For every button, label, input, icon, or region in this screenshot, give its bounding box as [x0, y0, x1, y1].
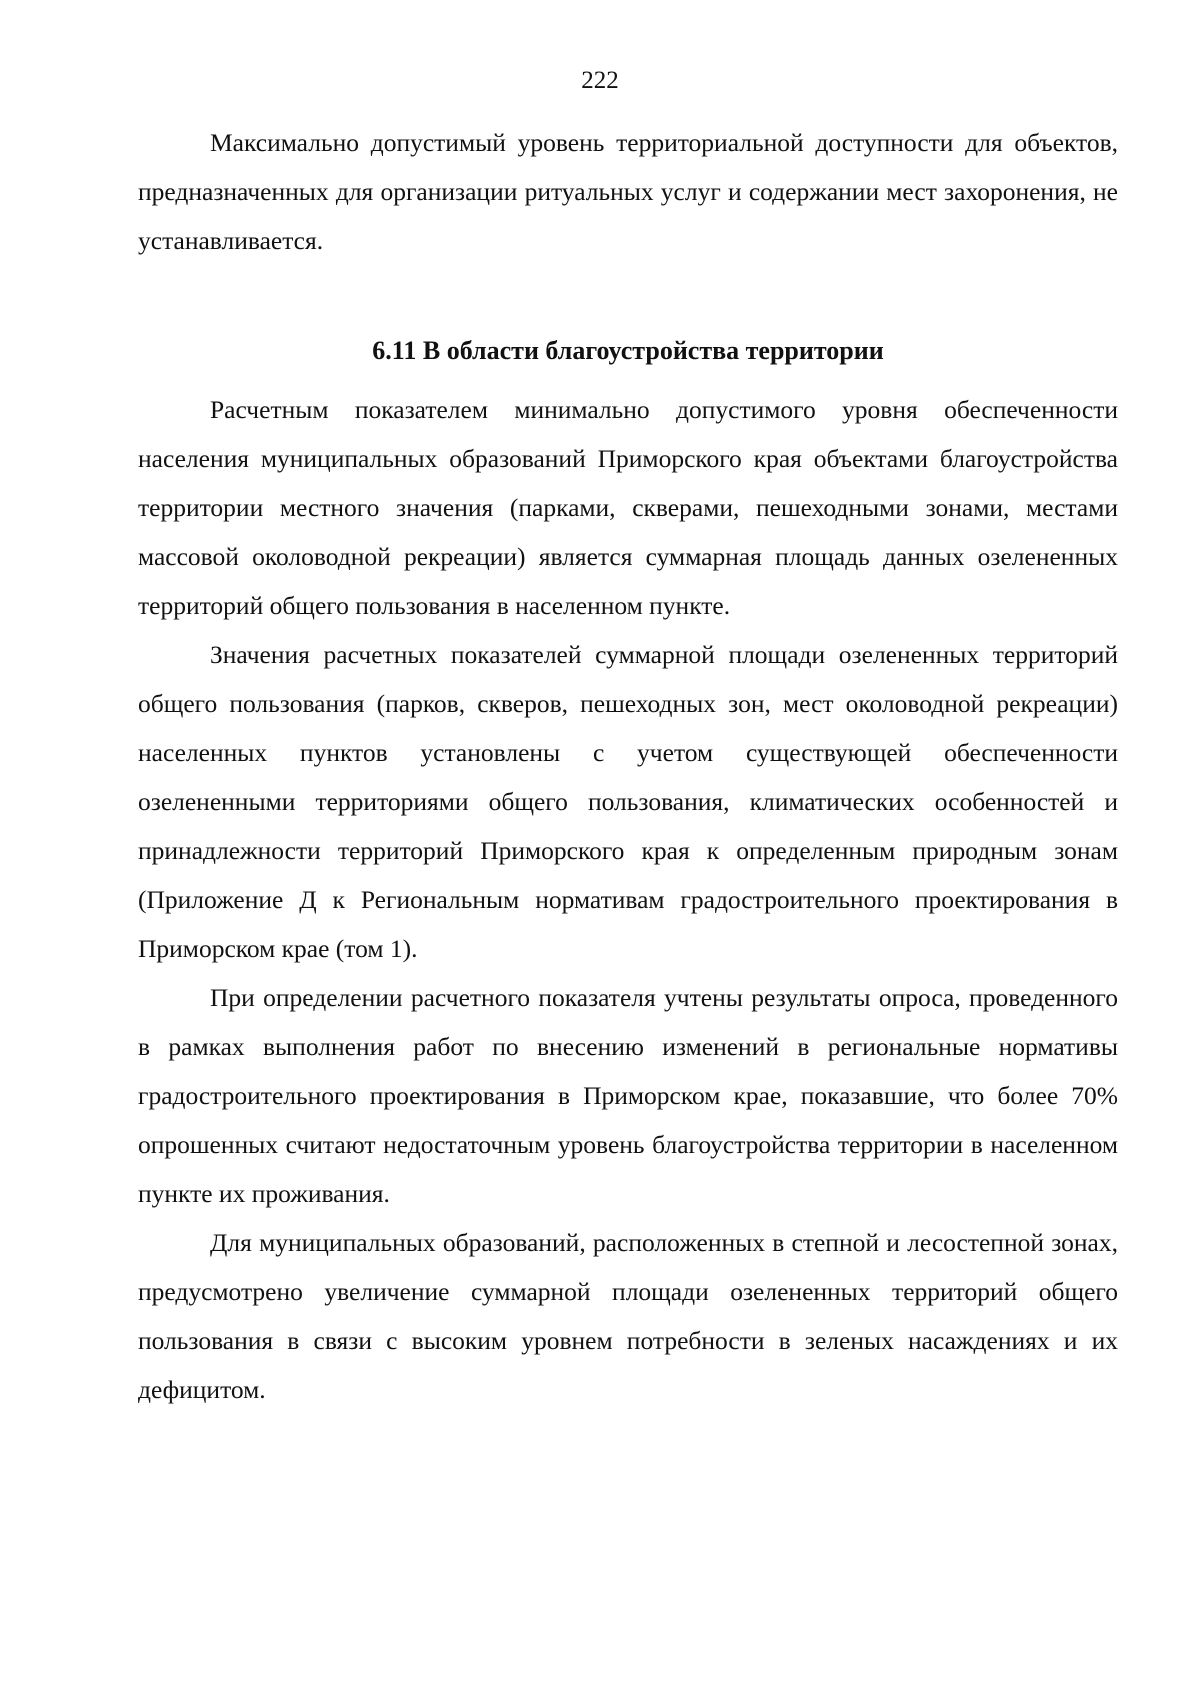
paragraph-indicator-values: Значения расчетных показателей суммарной площади озелененных территорий общего пользования (парков, скверов, пешеходных зон, мест околоводной рекреации) населенных пунктов установлены с учетом существующей обеспеченности озелененными территориями общего пользования, климатических особенностей и принадлежности территорий Приморского края к определенным природным зонам (Приложение Д к Региональным нормативам градостроительного проектирования в Приморском крае (том 1). [138, 640, 1118, 963]
paragraph-burial-accessibility: Максимально допустимый уровень территориальной доступности для объектов, предназначенных для организации ритуальных услуг и содержании мест захоронения, не устанавливается. [138, 128, 1118, 255]
paragraph-steppe-zones: Для муниципальных образований, расположенных в степной и лесостепной зонах, предусмотрено увеличение суммарной площади озелененных территорий общего пользования в связи с высоким уровнем потребности в зеленых насаждениях и их дефицитом. [138, 1228, 1118, 1404]
paragraph-calculation-indicator: Расчетным показателем минимально допустимого уровня обеспеченности населения муниципальных образований Приморского края объектами благоустройства территории местного значения (парками, скверами, пешеходными зонами, местами массовой околоводной рекреации) является суммарная площадь данных озелененных территорий общего пользования в населенном пункте. [138, 395, 1118, 620]
page-number: 222 [581, 67, 619, 94]
section-heading: 6.11 В области благоустройства территории [372, 336, 884, 365]
page-body [138, 118, 1118, 1414]
paragraph-survey-results: При определении расчетного показателя учтены результаты опроса, проведенного в рамках выполнения работ по внесению изменений в региональные нормативы градостроительного проектирования в Приморском крае, показавшие, что более 70% опрошенных считают недостаточным уровень благоустройства территории в населенном пункте их проживания. [138, 983, 1118, 1208]
